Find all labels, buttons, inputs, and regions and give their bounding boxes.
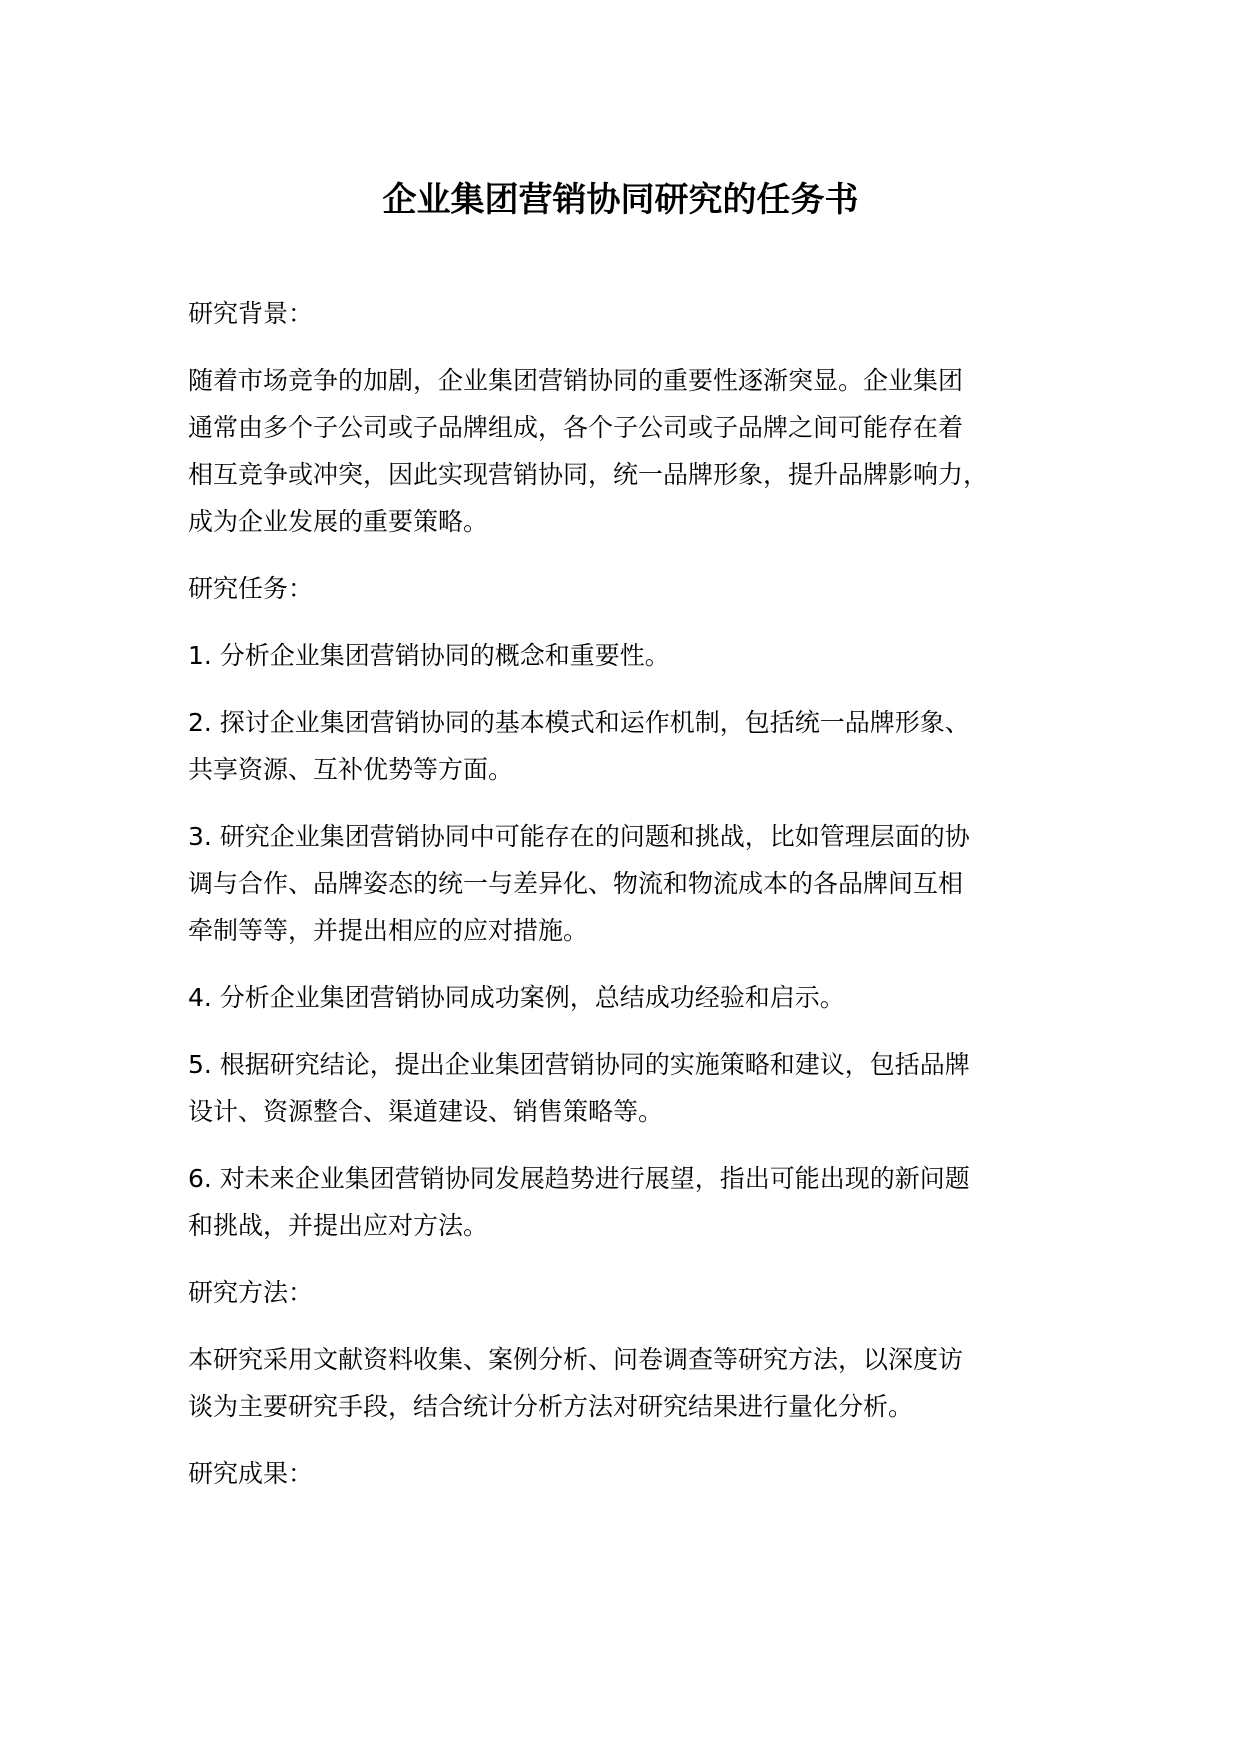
- text-line: 5. 根据研究结论，提出企业集团营销协同的实施策略和建议，包括品牌: [188, 1050, 970, 1079]
- text-line: 设计、资源整合、渠道建设、销售策略等。: [188, 1097, 664, 1126]
- text-line: 共享资源、互补优势等方面。: [188, 755, 514, 784]
- task-item-3: [188, 813, 1088, 954]
- section-heading-methods: [188, 1269, 1088, 1316]
- text-line: 研究方法：: [188, 1278, 314, 1307]
- section-heading-tasks: [188, 565, 1088, 612]
- task-item-4: [188, 974, 1088, 1021]
- document-title: 企业集团营销协同研究的任务书: [382, 180, 859, 220]
- text-line: 随着市场竞争的加剧，企业集团营销协同的重要性逐渐突显。企业集团: [188, 366, 964, 395]
- text-line: 研究背景：: [188, 299, 314, 328]
- text-line: 研究任务：: [188, 574, 314, 603]
- text-line: 相互竞争或冲突，因此实现营销协同，统一品牌形象，提升品牌影响力，: [188, 460, 989, 489]
- task-item-1: [188, 632, 1088, 679]
- paragraph-methods: [188, 1336, 1088, 1430]
- text-line: 2. 探讨企业集团营销协同的基本模式和运作机制，包括统一品牌形象、: [188, 708, 970, 737]
- text-line: 调与合作、品牌姿态的统一与差异化、物流和物流成本的各品牌间互相: [188, 869, 964, 898]
- task-item-6: [188, 1155, 1088, 1249]
- text-line: 6. 对未来企业集团营销协同发展趋势进行展望，指出可能出现的新问题: [188, 1164, 970, 1193]
- text-line: 本研究采用文献资料收集、案例分析、问卷调查等研究方法，以深度访: [188, 1345, 964, 1374]
- text-line: 成为企业发展的重要策略。: [188, 507, 489, 536]
- text-line: 牵制等等，并提出相应的应对措施。: [188, 916, 589, 945]
- text-line: 和挑战，并提出应对方法。: [188, 1211, 489, 1240]
- task-item-5: [188, 1041, 1088, 1135]
- task-item-2: [188, 699, 1088, 793]
- text-line: 谈为主要研究手段，结合统计分析方法对研究结果进行量化分析。: [188, 1392, 914, 1421]
- document-body: [188, 290, 1088, 1517]
- text-line: 通常由多个子公司或子品牌组成，各个子公司或子品牌之间可能存在着: [188, 413, 964, 442]
- text-line: 研究成果：: [188, 1459, 314, 1488]
- section-heading-results: [188, 1450, 1088, 1497]
- section-heading-background: [188, 290, 1088, 337]
- text-line: 1. 分析企业集团营销协同的概念和重要性。: [188, 641, 670, 670]
- paragraph-background: [188, 357, 1088, 545]
- text-line: 4. 分析企业集团营销协同成功案例，总结成功经验和启示。: [188, 983, 845, 1012]
- text-line: 3. 研究企业集团营销协同中可能存在的问题和挑战，比如管理层面的协: [188, 822, 970, 851]
